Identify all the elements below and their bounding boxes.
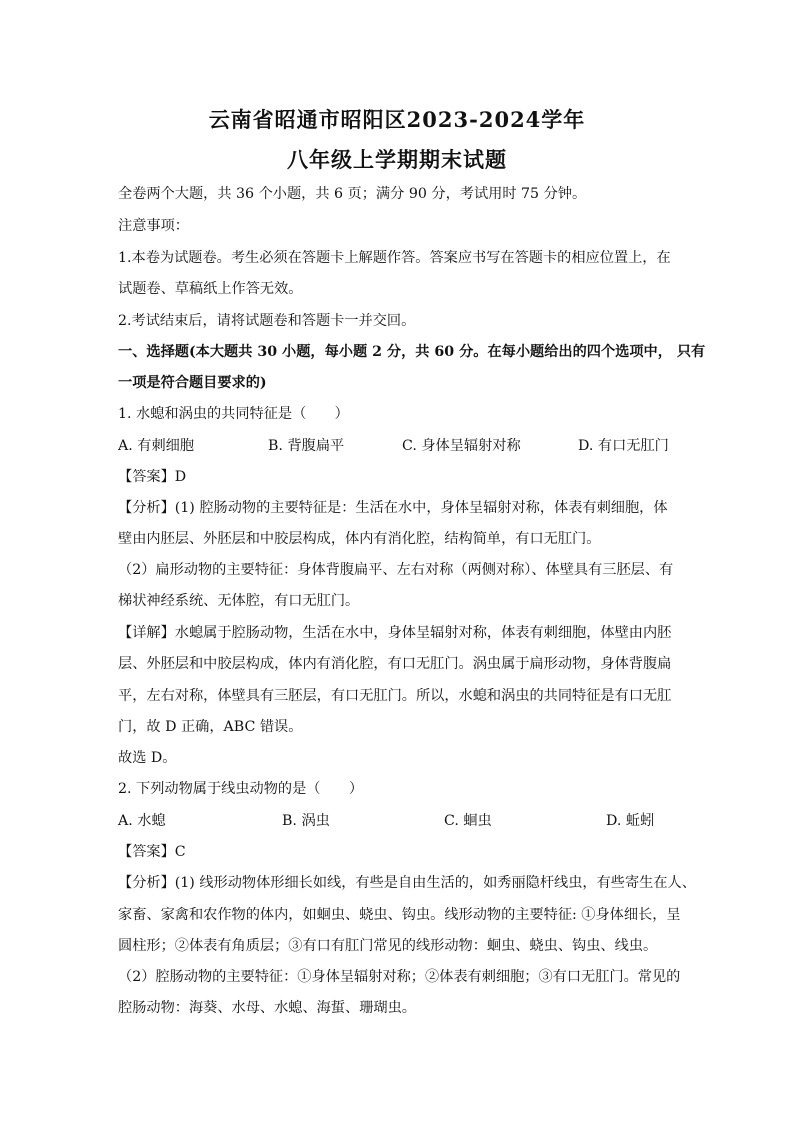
question-1-conclusion: 故选 D。 xyxy=(118,750,177,766)
question-1-option-b: B. 背腹扁平 xyxy=(268,438,345,454)
exam-title-line2: 八年级上学期期末试题 xyxy=(287,147,507,172)
question-2-option-a: A. 水螅 xyxy=(118,813,166,829)
notice-item-1: 1.本卷为试题卷。考生必须在答题卡上解题作答。答案应书写在答题卡的相应位置上，在 xyxy=(118,250,671,266)
notice-heading: 注意事项： xyxy=(118,218,189,234)
section-heading-cont: 一项是符合题目要求的) xyxy=(118,375,267,391)
exam-title-line1: 云南省昭通市昭阳区2023-2024学年 xyxy=(208,107,586,132)
notice-item-1-cont: 试题卷、草稿纸上作答无效。 xyxy=(118,281,303,297)
question-2-analysis-2-cont: 腔肠动物：海葵、水母、水螅、海蜇、珊瑚虫。 xyxy=(118,1000,416,1016)
question-2-option-b: B. 涡虫 xyxy=(282,813,330,829)
question-2-stem: 2. 下列动物属于线虫动物的是（ ） xyxy=(118,781,364,797)
question-1-option-a: A. 有刺细胞 xyxy=(118,438,195,454)
question-1-detail-cont-3: 门，故 D 正确，ABC 错误。 xyxy=(118,719,303,735)
question-2-analysis: 【分析】(1) 线形动物体形细长如线，有些是自由生活的，如秀丽隐杆线虫，有些寄生在人、 xyxy=(118,875,696,891)
question-2-analysis-cont-1: 家畜、家禽和农作物的体内，如蛔虫、蛲虫、钩虫。线形动物的主要特征: ①身体细长，呈 xyxy=(118,907,681,923)
notice-item-2: 2.考试结束后，请将试题卷和答题卡一并交回。 xyxy=(118,313,416,329)
question-2-analysis-cont-2: 圆柱形；②体表有角质层；③有口有肛门常见的线形动物：蛔虫、蛲虫、钩虫、线虫。 xyxy=(118,938,658,954)
exam-summary: 全卷两个大题，共 36 个小题，共 6 页；满分 90 分，考试用时 75 分钟。 xyxy=(118,186,587,202)
question-2-option-d: D. 蚯蚓 xyxy=(606,813,655,829)
question-1-detail-cont-1: 层、外胚层和中胶层构成，体内有消化腔，有口无肛门。涡虫属于扁形动物，身体背腹扁 xyxy=(118,656,672,672)
section-heading: 一、选择题(本大题共 30 小题，每小题 2 分，共 60 分。在每小题给出的四个选项中， 只有 xyxy=(118,344,706,360)
question-1-analysis-2: （2）扁形动物的主要特征：身体背腹扁平、左右对称（两侧对称）、体壁具有三胚层、有 xyxy=(118,562,674,578)
question-1-analysis-cont: 壁由内胚层、外胚层和中胶层构成，体内有消化腔，结构简单，有口无肛门。 xyxy=(118,531,601,547)
question-2-option-c: C. 蛔虫 xyxy=(444,813,492,829)
question-1-option-d: D. 有口无肛门 xyxy=(578,438,669,454)
question-1-analysis: 【分析】(1) 腔肠动物的主要特征是：生活在水中，身体呈辐射对称，体表有刺细胞，体 xyxy=(118,500,668,516)
question-1-analysis-2-cont: 梯状神经系统、无体腔，有口无肛门。 xyxy=(118,593,360,609)
question-2-answer: 【答案】C xyxy=(118,844,186,860)
question-1-detail: 【详解】水螅属于腔肠动物，生活在水中，身体呈辐射对称，体表有刺细胞，体壁由内胚 xyxy=(118,625,672,641)
question-1-stem: 1. 水螅和涡虫的共同特征是（ ） xyxy=(118,406,349,422)
question-1-detail-cont-2: 平，左右对称，体壁具有三胚层，有口无肛门。所以，水螅和涡虫的共同特征是有口无肛 xyxy=(118,688,672,704)
question-1-answer: 【答案】D xyxy=(118,469,187,485)
question-1-option-c: C. 身体呈辐射对称 xyxy=(402,438,521,454)
question-2-analysis-2: （2）腔肠动物的主要特征：①身体呈辐射对称；②体表有刺细胞；③有口无肛门。常见的 xyxy=(118,969,681,985)
